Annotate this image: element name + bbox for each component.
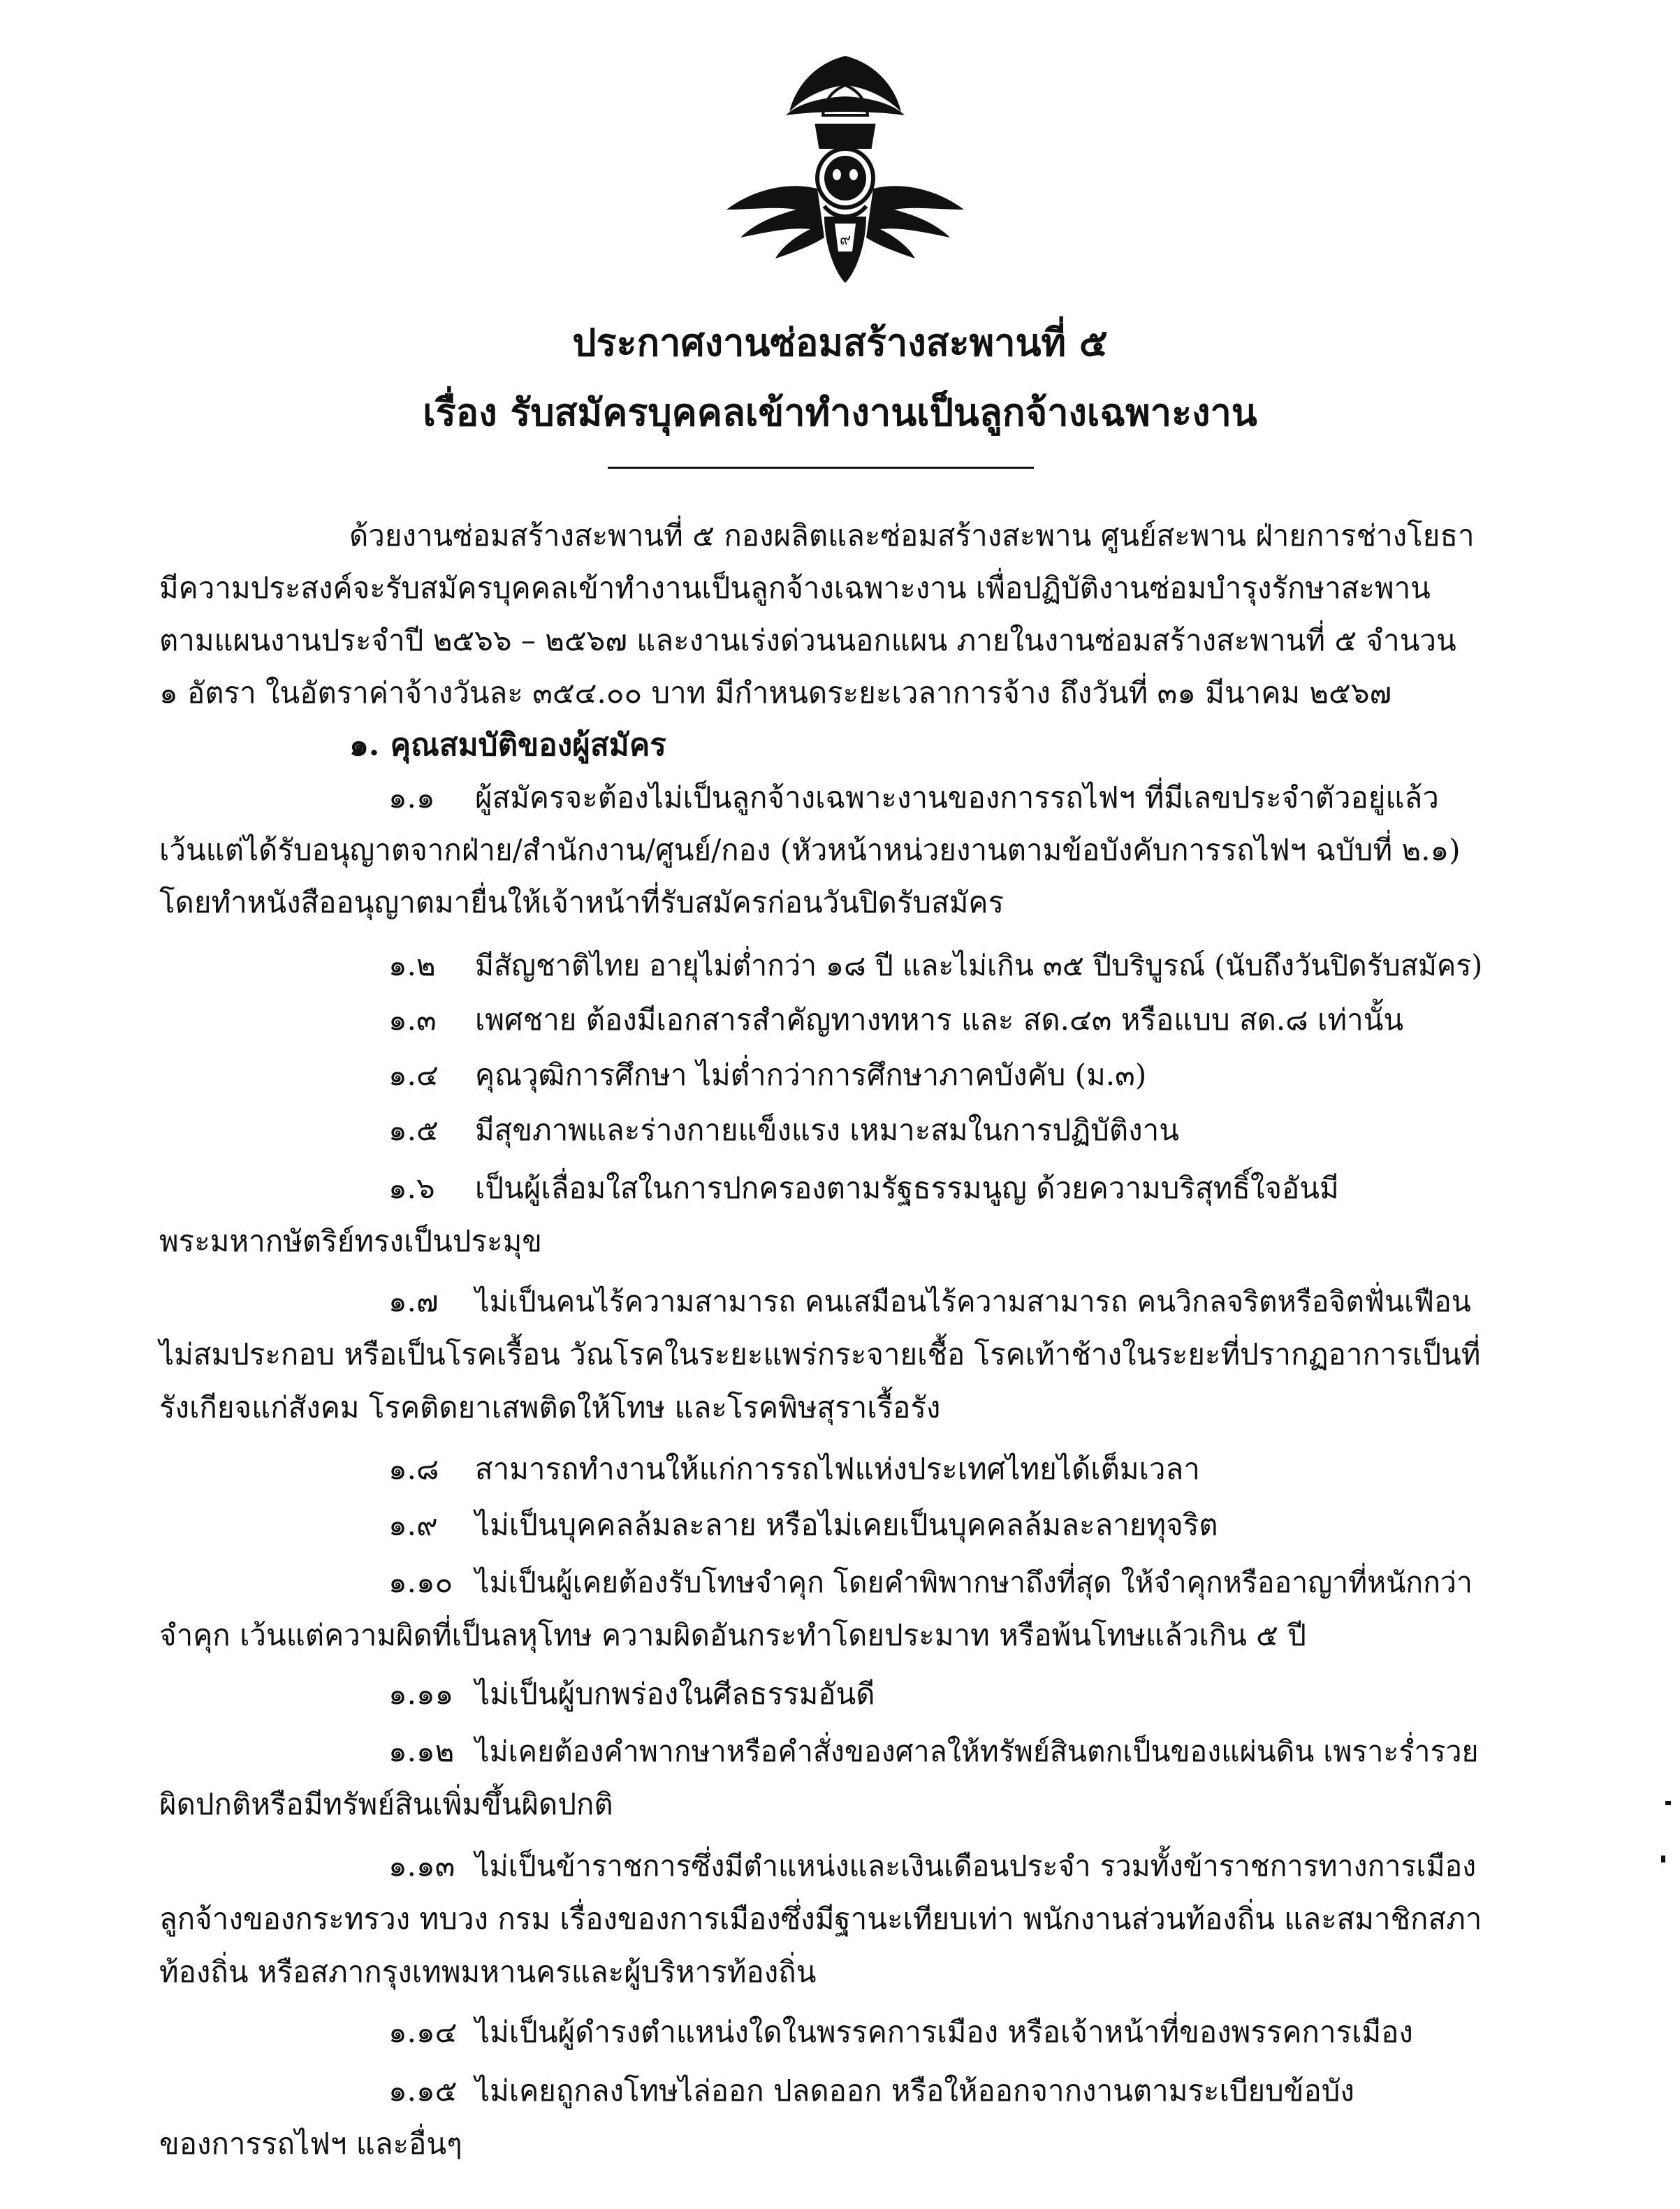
intro-line: มีความประสงค์จะรับสมัครบุคคลเข้าทำงานเป็นลูกจ้างเฉพาะงาน เพื่อปฏิบัติงานซ่อมบำรุงรักษาสะพาน <box>159 571 1431 605</box>
item-text: มีสุขภาพและร่างกายแข็งแรง เหมาะสมในการปฏิบัติงาน <box>475 1113 1179 1147</box>
item-text: ท้องถิ่น หรือสภากรุงเทพมหานครและผู้บริหารท้องถิ่น <box>159 1955 817 1989</box>
item-text: คุณวุฒิการศึกษา ไม่ต่ำกว่าการศึกษาภาคบังคับ (ม.๓) <box>475 1058 1147 1092</box>
item-text: สามารถทำงานให้แก่การรถไฟแห่งประเทศไทยได้เต็มเวลา <box>475 1452 1200 1486</box>
item-text: จำคุก เว้นแต่ความผิดที่เป็นลหุโทษ ความผิดอันกระทำโดยประมาท หรือพ้นโทษแล้วเกิน ๕ ปี <box>159 1618 1306 1652</box>
item-number: ๑.๑๒ <box>388 1734 455 1768</box>
item-text: ของการรถไฟฯ และอื่นๆ <box>159 2127 462 2161</box>
item-number: ๑.๙ <box>388 1508 438 1542</box>
item-number: ๑.๑๔ <box>388 2015 458 2049</box>
item-text: เป็นผู้เลื่อมใสในการปกครองตามรัฐธรรมนูญ ด้วยความบริสุทธิ์ใจอันมี <box>475 1171 1339 1205</box>
item-number: ๑.๕ <box>388 1113 439 1147</box>
item-number: ๑.๒ <box>388 948 436 982</box>
item-text: ผู้สมัครจะต้องไม่เป็นลูกจ้างเฉพาะงานของการรถไฟฯ ที่มีเลขประจำตัวอยู่แล้ว <box>475 780 1439 815</box>
section-heading-qualifications: ๑. คุณสมบัติของผู้สมัคร <box>349 727 666 763</box>
item-text: ลูกจ้างของกระทรวง ทบวง กรม เรื่องของการเมืองซึ่งมีฐานะเทียบเท่า พนักงานส่วนท้องถิ่น และสมาชิกสภา <box>159 1902 1482 1936</box>
item-text: เพศชาย ต้องมีเอกสารสำคัญทางทหาร และ สด.๔๓ หรือแบบ สด.๘ เท่านั้น <box>475 1003 1404 1037</box>
item-text: ไม่เป็นผู้เคยต้องรับโทษจำคุก โดยคำพิพากษาถึงที่สุด ให้จำคุกหรืออาญาที่หนักกว่า <box>475 1566 1473 1599</box>
item-text: โดยทำหนังสืออนุญาตมายื่นให้เจ้าหน้าที่รับสมัครก่อนวันปิดรับสมัคร <box>159 885 1005 919</box>
item-number: ๑.๑๕ <box>388 2073 458 2108</box>
title-underline <box>608 467 1034 469</box>
item-text: มีสัญชาติไทย อายุไม่ต่ำกว่า ๑๘ ปี และไม่เกิน ๓๕ ปีบริบูรณ์ (นับถึงวันปิดรับสมัคร) <box>475 949 1483 982</box>
svg-text:๙: ๙ <box>839 231 852 249</box>
item-number: ๑.๔ <box>388 1058 439 1092</box>
railway-emblem-logo <box>720 49 971 286</box>
intro-line: ๑ อัตรา ในอัตราค่าจ้างวันละ ๓๕๔.๐๐ บาท มีกำหนดระยะเวลาการจ้าง ถึงวันที่ ๓๑ มีนาคม ๒๕๖๗ <box>159 676 1392 710</box>
document-subject: เรื่อง รับสมัครบุคคลเข้าทำงานเป็นลูกจ้างเฉพาะงาน <box>423 390 1257 435</box>
document-title: ประกาศงานซ่อมสร้างสะพานที่ ๕ <box>572 320 1108 365</box>
item-text: ไม่เป็นคนไร้ความสามารถ คนเสมือนไร้ความสามารถ คนวิกลจริตหรือจิตฟั่นเฟือน <box>475 1285 1471 1318</box>
item-text: รังเกียจแก่สังคม โรคติดยาเสพติดให้โทษ และโรคพิษสุราเรื้อรัง <box>159 1390 941 1424</box>
item-text: ไม่สมประกอบ หรือเป็นโรคเรื้อน วัณโรคในระยะแพร่กระจายเชื้อ โรคเท้าช้างในระยะที่ปรากฏอาการเป็นที่ <box>159 1337 1481 1371</box>
item-text: ไม่เป็นบุคคลล้มละลาย หรือไม่เคยเป็นบุคคลล้มละลายทุจริต <box>475 1508 1218 1542</box>
item-text: ไม่เป็นข้าราชการซึ่งมีตำแหน่งและเงินเดือนประจำ รวมทั้งข้าราชการทางการเมือง <box>475 1849 1477 1883</box>
item-text: พระมหากษัตริย์ทรงเป็นประมุข <box>159 1224 542 1258</box>
intro-line: ตามแผนงานประจำปี ๒๕๖๖ – ๒๕๖๗ และงานเร่งด่วนนอกแผน ภายในงานซ่อมสร้างสะพานที่ ๕ จำนวน <box>159 623 1456 657</box>
item-text: ไม่เป็นผู้บกพร่องในศีลธรรมอันดี <box>475 1677 875 1711</box>
item-number: ๑.๑๓ <box>388 1849 455 1883</box>
scan-mark <box>1661 1856 1665 1862</box>
item-text: ผิดปกติหรือมีทรัพย์สินเพิ่มขึ้นผิดปกติ <box>159 1787 613 1821</box>
item-number: ๑.๑๐ <box>388 1565 453 1599</box>
item-number: ๑.๑๑ <box>388 1677 454 1711</box>
item-number: ๑.๓ <box>388 1003 437 1037</box>
item-number: ๑.๘ <box>388 1452 439 1486</box>
item-number: ๑.๖ <box>388 1171 435 1205</box>
item-number: ๑.๑ <box>388 780 435 815</box>
scan-mark <box>1665 1801 1671 1805</box>
item-text: เว้นแต่ได้รับอนุญาตจากฝ่าย/สำนักงาน/ศูนย์/กอง (หัวหน้าหน่วยงานตามข้อบังคับการรถไฟฯ ฉบับที่ ๒.๑) <box>159 833 1461 867</box>
item-number: ๑.๗ <box>388 1284 439 1318</box>
item-text: ไม่เคยถูกลงโทษไล่ออก ปลดออก หรือให้ออกจากงานตามระเบียบข้อบัง <box>475 2073 1354 2108</box>
item-text: ไม่เป็นผู้ดำรงตำแหน่งใดในพรรคการเมือง หรือเจ้าหน้าที่ของพรรคการเมือง <box>475 2015 1413 2049</box>
item-text: ไม่เคยต้องคำพากษาหรือคำสั่งของศาลให้ทรัพย์สินตกเป็นของแผ่นดิน เพราะร่ำรวย <box>475 1735 1479 1768</box>
intro-line: ด้วยงานซ่อมสร้างสะพานที่ ๕ กองผลิตและซ่อมสร้างสะพาน ศูนย์สะพาน ฝ่ายการช่างโยธา <box>349 518 1475 553</box>
